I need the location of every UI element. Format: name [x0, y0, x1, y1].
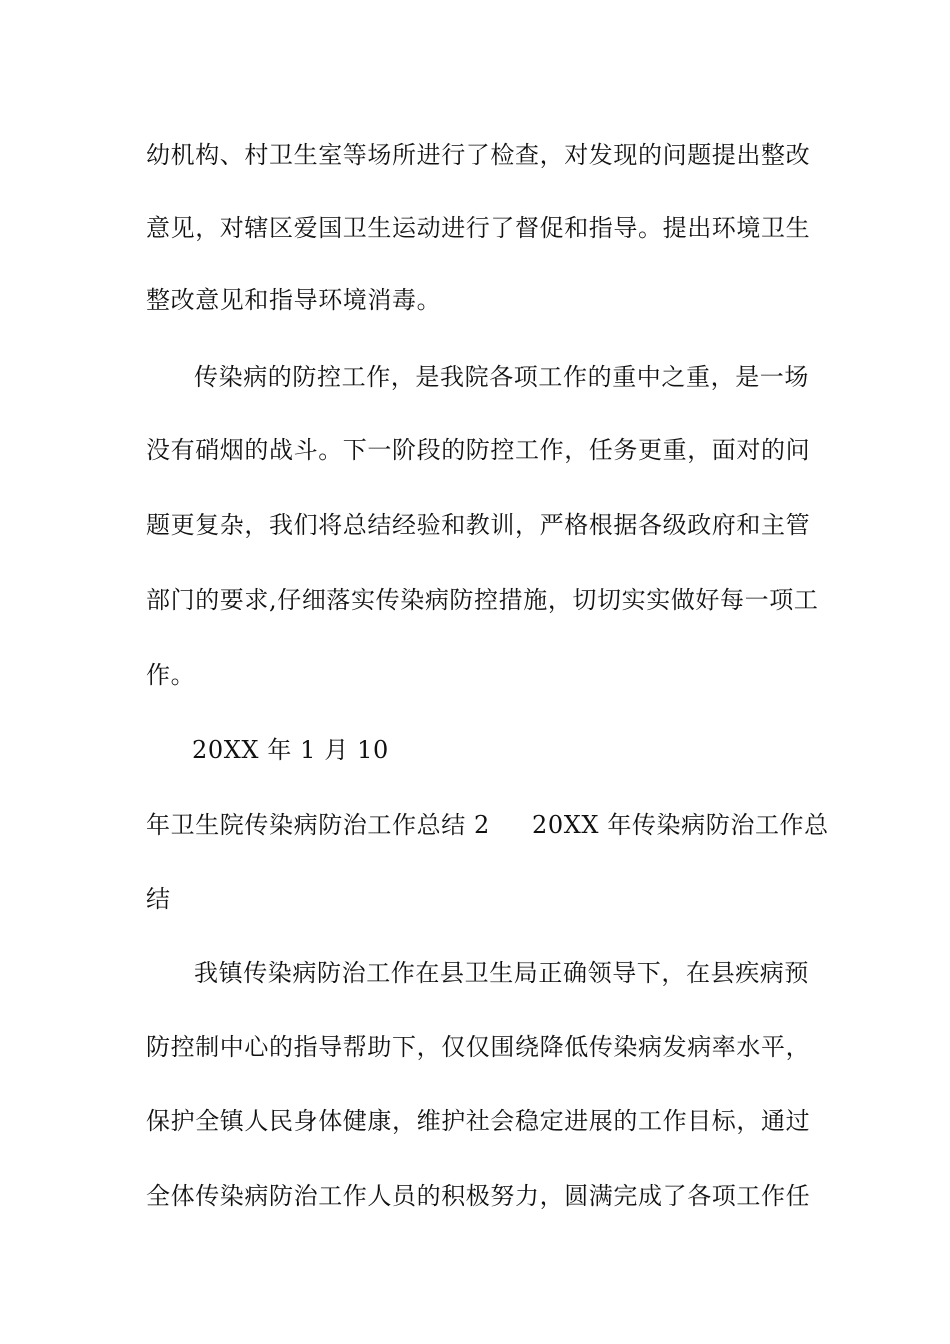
- text-line: 整改意见和指导环境消毒。: [146, 286, 442, 314]
- text-line: 全体传染病防治工作人员的积极努力，圆满完成了各项工作任: [146, 1182, 811, 1210]
- text-line: 保护全镇人民身体健康，维护社会稳定进展的工作目标，通过: [146, 1107, 811, 1135]
- text-line: 作。: [146, 661, 196, 689]
- paragraph-first-line: 我镇传染病防治工作在县卫生局正确领导下，在县疾病预: [194, 959, 809, 987]
- heading-left: 年卫生院传染病防治工作总结 2: [146, 811, 490, 839]
- date-line: 20XX 年 1 月 10: [192, 736, 389, 764]
- text-line: 意见，对辖区爱国卫生运动进行了督促和指导。提出环境卫生: [146, 214, 811, 242]
- text-line: 没有硝烟的战斗。下一阶段的防控工作，任务更重，面对的问: [146, 436, 811, 464]
- text-line: 部门的要求,仔细落实传染病防控措施，切切实实做好每一项工: [146, 586, 819, 614]
- text-line: 防控制中心的指导帮助下，仅仅围绕降低传染病发病率水平，: [146, 1033, 811, 1061]
- text-line: 幼机构、村卫生室等场所进行了检查，对发现的问题提出整改: [146, 141, 811, 169]
- text-line: 结: [146, 885, 171, 913]
- heading-right: 20XX 年传染病防治工作总: [532, 811, 829, 839]
- paragraph-first-line: 传染病的防控工作，是我院各项工作的重中之重，是一场: [194, 363, 809, 391]
- text-line: 题更复杂，我们将总结经验和教训，严格根据各级政府和主管: [146, 511, 811, 539]
